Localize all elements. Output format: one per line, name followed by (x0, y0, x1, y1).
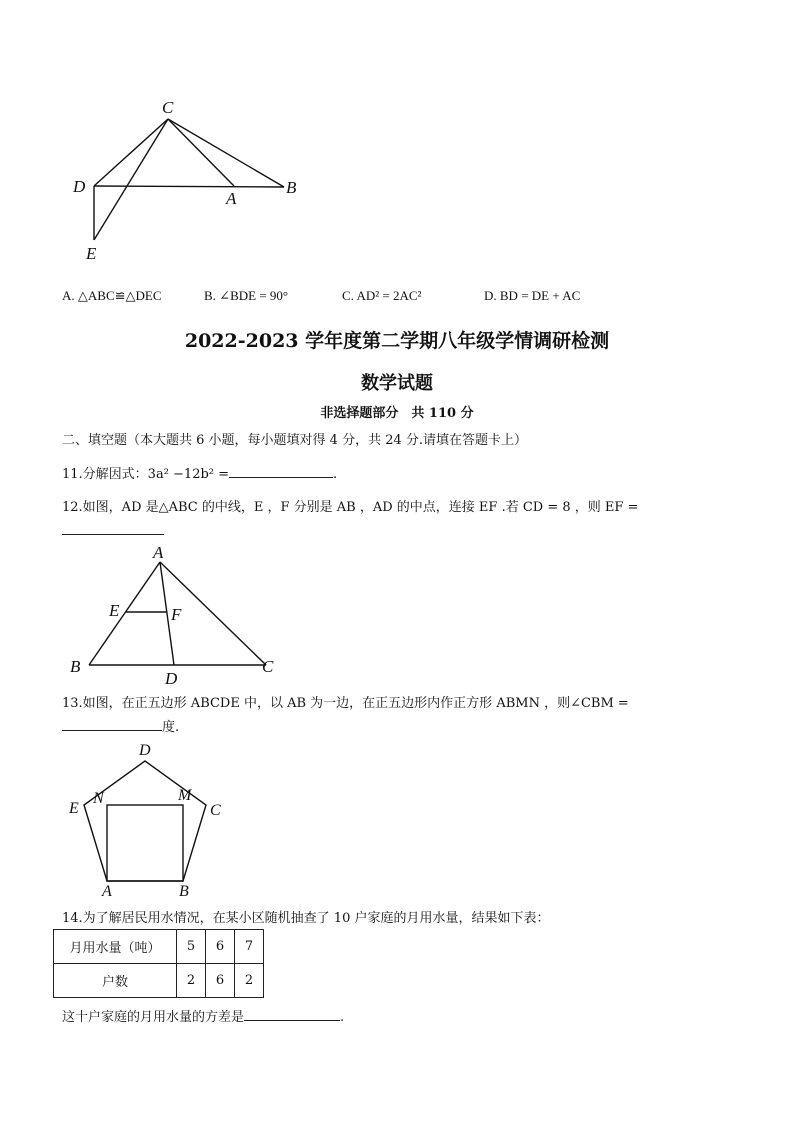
q10-label-a: A (226, 189, 237, 208)
q12-figure (60, 540, 290, 690)
q10-label-e: E (86, 244, 97, 263)
q13-label-d: D (139, 742, 151, 759)
q14-row2-header: 户数 (54, 964, 177, 998)
page-title: 2022-2023 学年度第二学期八年级学情调研检测 (184, 330, 610, 352)
q12-text: 12.如图，AD 是△ABC 的中线，E ，F 分别是 AB ，AD 的中点，连接 EF .若 CD = 8 ，则 EF = (62, 500, 639, 515)
q13-unit: 度. (162, 720, 180, 735)
q14-row2-value: 2 (177, 964, 206, 998)
q10-option-d: D. BD = DE + AC (484, 288, 581, 303)
q14-row1-value: 5 (177, 930, 206, 964)
q10-figure (60, 92, 320, 267)
q10-label-b: B (286, 178, 297, 197)
q13-label-e: E (69, 800, 79, 817)
subject-title: 数学试题 (361, 373, 433, 394)
q13-blank (62, 718, 162, 731)
q12-blank (62, 522, 164, 535)
q12-label-d: D (165, 669, 178, 688)
q13-text: 13.如图，在正五边形 ABCDE 中，以 AB 为一边，在正五边形内作正方形 ABMN ，则∠CBM = (62, 696, 629, 711)
q13-label-b: B (179, 883, 189, 900)
q13-label-a: A (102, 883, 112, 900)
table-row (54, 964, 264, 998)
q13-figure (60, 738, 240, 903)
q11-text: 11.分解因式：3a² −12b² = (62, 467, 230, 482)
q10-label-d: D (73, 177, 86, 196)
q14-row1-value: 6 (206, 930, 235, 964)
table-row (54, 930, 264, 964)
q13-label-n: N (93, 790, 104, 807)
q13-label-c: C (210, 802, 221, 819)
q13-label-m: M (178, 787, 192, 804)
part-title: 非选择题部分 共 110 分 (320, 406, 474, 421)
q10-option-b: B. ∠BDE = 90° (204, 288, 289, 303)
q10-option-a: A. △ABC≌△DEC (62, 288, 162, 303)
q14-end: . (340, 1010, 345, 1025)
q12-label-f: F (171, 605, 182, 624)
q12-label-a: A (153, 543, 164, 562)
q14-row1-header: 月用水量（吨） (54, 930, 177, 964)
q10-label-c: C (162, 98, 174, 117)
q14-text: 14.为了解居民用水情况，在某小区随机抽查了 10 户家庭的月用水量，结果如下表： (62, 911, 550, 926)
q12-label-b: B (70, 657, 81, 676)
q10-option-c: C. AD² = 2AC² (342, 288, 422, 303)
q11-end: . (333, 467, 338, 482)
q12-label-c: C (262, 657, 274, 676)
q14-table (53, 929, 264, 998)
q13-answer-line (62, 716, 179, 735)
q14-row2-value: 2 (235, 964, 264, 998)
q14-question: 这十户家庭的月用水量的方差是 (62, 1010, 245, 1025)
q12-label-e: E (109, 601, 120, 620)
q11 (62, 463, 337, 482)
q14-blank (244, 1008, 340, 1021)
q14-row2-value: 6 (206, 964, 235, 998)
q14-question-line (62, 1006, 344, 1025)
section-heading: 二、填空题（本大题共 6 小题，每小题填对得 4 分，共 24 分.请填在答题卡上） (62, 433, 528, 448)
q11-blank (229, 465, 333, 478)
q14-row1-value: 7 (235, 930, 264, 964)
